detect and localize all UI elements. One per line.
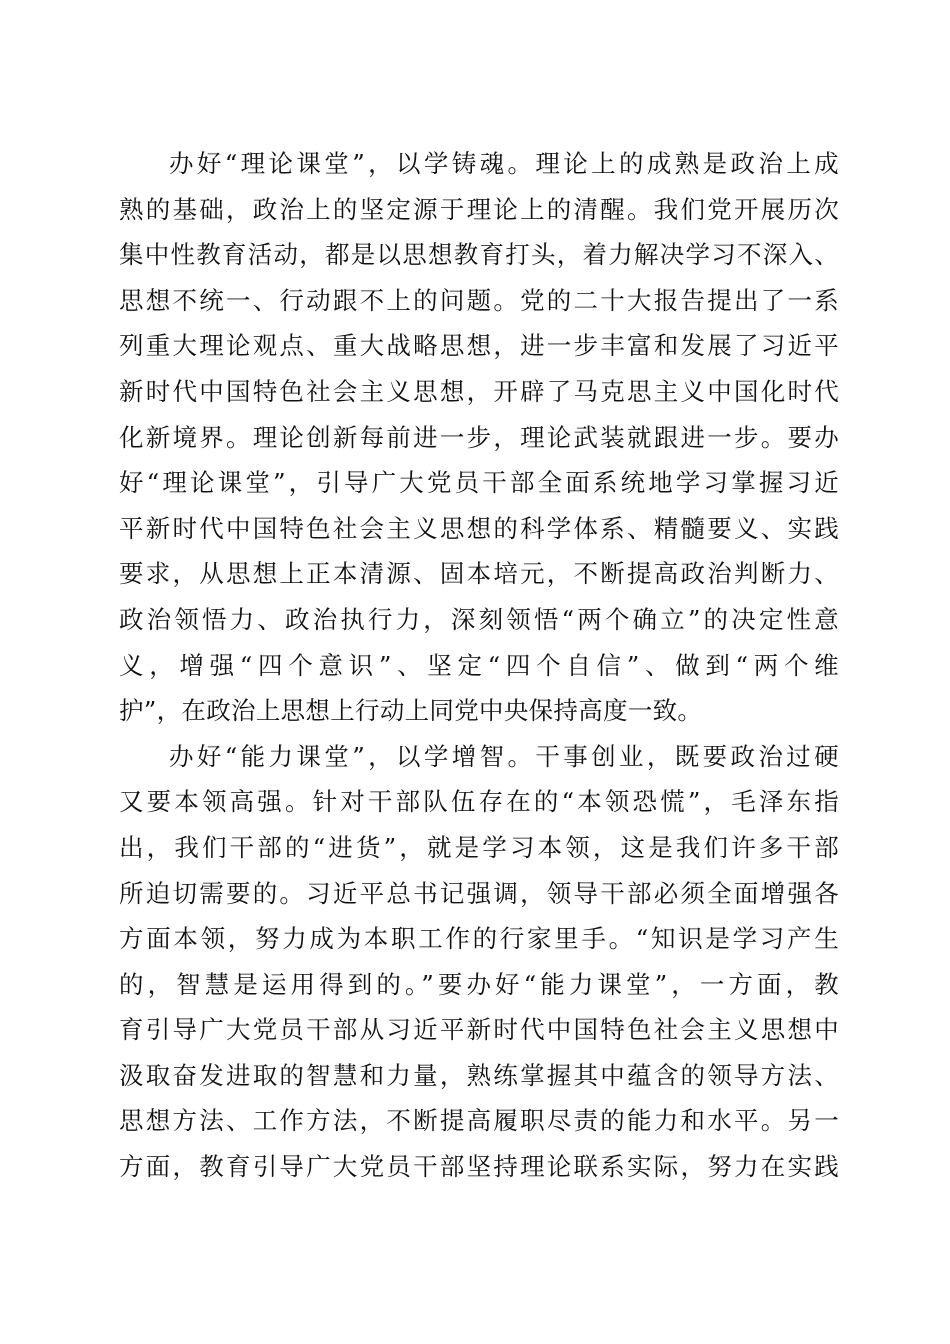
text-line: 育引导广大党员干部从习近平新时代中国特色社会主义思想中 xyxy=(119,1015,839,1045)
text-line: 新时代中国特色社会主义思想，开辟了马克思主义中国化时代 xyxy=(119,376,839,406)
text-line: 方面本领，努力成为本职工作的行家里手。“知识是学习产生 xyxy=(119,924,839,954)
text-line: 又要本领高强。针对干部队伍存在的“本领恐慌”，毛泽东指 xyxy=(119,787,839,817)
text-line: 出，我们干部的“进货”，就是学习本领，这是我们许多干部 xyxy=(119,832,839,862)
paragraph-theory-classroom xyxy=(119,141,839,734)
text-line: 义，增强“四个意识”、坚定“四个自信”、做到“两个维 xyxy=(119,650,839,680)
text-line: 思想不统一、行动跟不上的问题。党的二十大报告提出了一系 xyxy=(119,285,839,315)
body-text xyxy=(119,141,839,1190)
paragraph-ability-classroom xyxy=(119,734,839,1190)
text-line: 平新时代中国特色社会主义思想的科学体系、精髓要义、实践 xyxy=(119,513,839,543)
text-line: 好“理论课堂”，引导广大党员干部全面系统地学习掌握习近 xyxy=(119,468,839,498)
text-line: 办好“理论课堂”，以学铸魂。理论上的成熟是政治上成 xyxy=(169,149,839,178)
text-line: 要求，从思想上正本清源、固本培元，不断提高政治判断力、 xyxy=(119,559,839,589)
text-line: 护”，在政治上思想上行动上同党中央保持高度一致。 xyxy=(119,696,703,726)
text-line: 办好“能力课堂”，以学增智。干事创业，既要政治过硬 xyxy=(169,741,839,771)
text-line: 方面，教育引导广大党员干部坚持理论联系实际，努力在实践 xyxy=(119,1152,839,1182)
text-line: 的，智慧是运用得到的。”要办好“能力课堂”，一方面，教 xyxy=(119,969,839,999)
text-line: 政治领悟力、政治执行力，深刻领悟“两个确立”的决定性意 xyxy=(119,604,839,634)
text-line: 所迫切需要的。习近平总书记强调，领导干部必须全面增强各 xyxy=(119,878,839,908)
text-line: 列重大理论观点、重大战略思想，进一步丰富和发展了习近平 xyxy=(119,331,839,361)
text-line: 化新境界。理论创新每前进一步，理论武装就跟进一步。要办 xyxy=(119,422,839,452)
text-line: 集中性教育活动，都是以思想教育打头，着力解决学习不深入、 xyxy=(119,240,839,270)
text-line: 熟的基础，政治上的坚定源于理论上的清醒。我们党开展历次 xyxy=(119,194,839,224)
text-line: 汲取奋发进取的智慧和力量，熟练掌握其中蕴含的领导方法、 xyxy=(119,1060,839,1090)
text-line: 思想方法、工作方法，不断提高履职尽责的能力和水平。另一 xyxy=(119,1106,839,1136)
